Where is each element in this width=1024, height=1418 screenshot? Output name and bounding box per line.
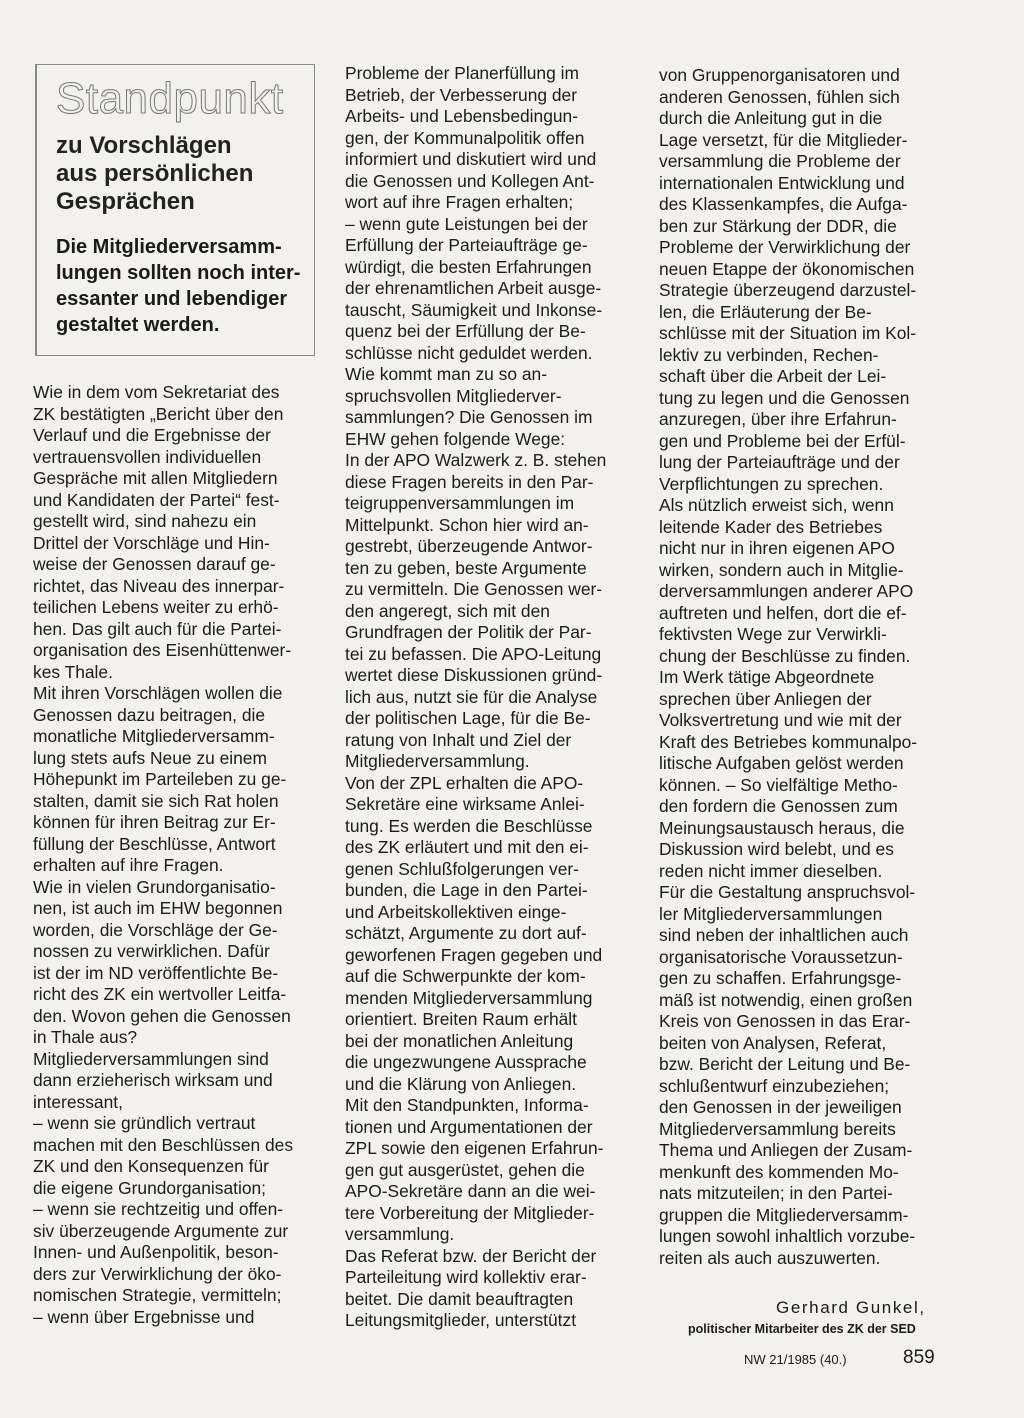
text-line: wirken, sondern auch in Mitglie- bbox=[659, 559, 904, 580]
text-line: Meinungsaustausch heraus, die bbox=[659, 817, 905, 838]
text-line: Mit den Standpunkten, Informa- bbox=[345, 1095, 589, 1115]
text-line: Mit ihren Vorschlägen wollen die bbox=[33, 683, 283, 703]
text-line: lung stets aufs Neue zu einem bbox=[33, 747, 267, 768]
text-line: Verlauf und die Ergebnisse der bbox=[33, 425, 271, 445]
text-line: nen, ist auch im EHW begonnen bbox=[33, 898, 283, 918]
text-line: den fordern die Genossen zum bbox=[659, 796, 898, 816]
text-line: können für ihren Beitrag zur Er- bbox=[33, 812, 276, 832]
text-line: richtet, das Niveau des innerpar- bbox=[33, 575, 285, 596]
text-line: schlußentwurf einzubeziehen; bbox=[659, 1075, 890, 1096]
text-line: von Gruppenorganisatoren und bbox=[659, 65, 900, 85]
lead-line: essanter und lebendiger bbox=[56, 288, 288, 310]
page-number: 859 bbox=[903, 1347, 935, 1368]
lead-line: gestaltet werden. bbox=[56, 314, 220, 336]
text-line: lungen sowohl inhaltlich vorzube- bbox=[659, 1226, 916, 1246]
text-line: APO-Sekretäre dann an die wei- bbox=[345, 1181, 596, 1201]
text-line: tere Vorbereitung der Mitglieder- bbox=[345, 1202, 595, 1223]
text-line: gen und Probleme bei der Erfül- bbox=[659, 430, 906, 451]
text-line: füllung der Beschlüsse, Antwort bbox=[33, 833, 276, 854]
text-line: zu vermitteln. Die Genossen wer- bbox=[345, 579, 603, 599]
text-line: machen mit den Beschlüssen des bbox=[33, 1134, 294, 1155]
text-line: Arbeits- und Lebensbedingun- bbox=[345, 106, 579, 126]
text-line: Verpflichtungen zu sprechen. bbox=[659, 473, 884, 494]
text-line: Probleme der Planerfüllung im bbox=[345, 63, 579, 83]
text-column-2 bbox=[345, 63, 606, 1332]
text-line: gruppen die Mitgliederversamm- bbox=[659, 1204, 909, 1225]
text-line: und die Klärung von Anliegen. bbox=[345, 1073, 577, 1094]
text-line: anderen Genossen, fühlen sich bbox=[659, 86, 900, 107]
text-line: reiten als auch auszuwerten. bbox=[659, 1247, 881, 1268]
text-line: reden nicht immer dieselben. bbox=[659, 860, 883, 881]
text-line: tung zu legen und die Genossen bbox=[659, 387, 910, 408]
text-line: Kreis von Genossen in das Erar- bbox=[659, 1011, 911, 1031]
text-line: menden Mitgliederversammlung bbox=[345, 987, 593, 1008]
text-line: nats mitzuteilen; in den Partei- bbox=[659, 1183, 893, 1203]
text-line: sind neben der inhaltlichen auch bbox=[659, 925, 909, 945]
text-line: Im Werk tätige Abgeordnete bbox=[659, 667, 875, 687]
text-line: schaft über die Arbeit der Lei- bbox=[659, 366, 887, 386]
text-line: Das Referat bzw. der Bericht der bbox=[345, 1245, 597, 1266]
text-line: – wenn sie rechtzeitig und offen- bbox=[33, 1199, 284, 1219]
text-line: der politischen Lage, für die Be- bbox=[345, 708, 591, 728]
text-line: bei der monatlichen Anleitung bbox=[345, 1030, 574, 1051]
text-line: lektiv zu verbinden, Rechen- bbox=[659, 344, 879, 365]
text-line: die Genossen und Kollegen Ant- bbox=[345, 170, 595, 191]
text-line: organisatorische Voraussetzun- bbox=[659, 946, 903, 967]
text-line: den angeregt, sich mit den bbox=[345, 600, 550, 621]
text-line: leitende Kader des Betriebes bbox=[659, 516, 883, 537]
text-line: richt des ZK ein wertvoller Leitfa- bbox=[33, 984, 287, 1004]
text-line: versammlung die Probleme der bbox=[659, 151, 901, 171]
text-line: Volksvertretung und wie mit der bbox=[659, 710, 902, 730]
text-line: chung der Beschlüsse zu finden. bbox=[659, 645, 911, 666]
text-line: EHW gehen folgende Wege: bbox=[345, 428, 566, 449]
text-line: Genossen dazu beitragen, die bbox=[33, 704, 266, 725]
text-line: lung der Parteiaufträge und der bbox=[659, 452, 900, 472]
text-line: tauscht, Säumigkeit und Inkonse- bbox=[345, 299, 603, 320]
text-line: spruchsvollen Mitgliederver- bbox=[345, 385, 562, 406]
text-line: Mittelpunkt. Schon hier wird an- bbox=[345, 514, 589, 535]
text-line: Parteileitung wird kollektiv erar- bbox=[345, 1267, 587, 1287]
text-line: Kraft des Betriebes kommunalpo- bbox=[659, 731, 918, 752]
text-line: ben zur Stärkung der DDR, die bbox=[659, 215, 897, 236]
text-line: ZPL sowie den eigenen Erfahrun- bbox=[345, 1138, 604, 1158]
author-role: politischer Mitarbeiter des ZK der SED bbox=[688, 1322, 916, 1336]
text-line: nicht nur in ihren eigenen APO bbox=[659, 538, 895, 558]
text-line: auf die Schwerpunkte der kom- bbox=[345, 966, 586, 986]
text-line: informiert und diskutiert wird und bbox=[345, 149, 597, 169]
text-line: die eigene Grundorganisation; bbox=[33, 1177, 267, 1198]
text-line: Thema und Anliegen der Zusam- bbox=[659, 1140, 913, 1160]
text-line: genen Schlußfolgerungen ver- bbox=[345, 858, 579, 879]
text-line: tionen und Argumentationen der bbox=[345, 1116, 593, 1137]
text-line: vertrauensvollen individuellen bbox=[33, 446, 262, 467]
text-line: erhalten auf ihre Fragen. bbox=[33, 855, 224, 875]
text-line: Innen- und Außenpolitik, beson- bbox=[33, 1242, 279, 1262]
text-line: Höhepunkt im Parteileben zu ge- bbox=[33, 769, 287, 789]
text-line: den Genossen in der jeweiligen bbox=[659, 1097, 902, 1117]
text-line: In der APO Walzwerk z. B. stehen bbox=[345, 450, 607, 470]
text-line: diese Fragen bereits in den Par- bbox=[345, 471, 594, 492]
text-line: organisation des Eisenhüttenwer- bbox=[33, 640, 292, 660]
text-line: beitet. Die damit beauftragten bbox=[345, 1288, 574, 1309]
text-column-3 bbox=[659, 65, 917, 1269]
text-line: Wie in vielen Grundorganisatio- bbox=[33, 876, 276, 897]
text-line: Mitgliederversammlung. bbox=[345, 751, 530, 771]
text-line: derversammlungen anderer APO bbox=[659, 581, 914, 601]
text-line: – wenn gute Leistungen bei der bbox=[345, 213, 588, 234]
text-line: stalten, damit sie sich Rat holen bbox=[33, 790, 279, 811]
text-line: Diskussion wird belebt, und es bbox=[659, 839, 894, 859]
text-line: teilichen Lebens weiter zu erhö- bbox=[33, 597, 279, 617]
text-line: internationalen Entwicklung und bbox=[659, 172, 905, 193]
text-line: ratung von Inhalt und Ziel der bbox=[345, 729, 572, 750]
text-line: Von der ZPL erhalten die APO- bbox=[345, 772, 584, 793]
text-line: des ZK erläutert und mit den ei- bbox=[345, 837, 589, 857]
text-line: fektivsten Wege zur Verwirkli- bbox=[659, 624, 887, 644]
text-line: ZK bestätigten „Bericht über den bbox=[33, 403, 284, 424]
text-line: sammlungen? Die Genossen im bbox=[345, 407, 593, 427]
text-line: gen gut ausgerüstet, gehen die bbox=[345, 1159, 585, 1180]
text-line: den. Wovon gehen die Genossen bbox=[33, 1005, 291, 1026]
text-line: Erfüllung der Parteiaufträge ge- bbox=[345, 235, 588, 255]
lead-line: Die Mitgliederversamm- bbox=[56, 236, 282, 258]
text-line: der ehrenamtlichen Arbeit ausge- bbox=[345, 278, 602, 298]
text-line: interessant, bbox=[33, 1091, 123, 1112]
text-line: hen. Das gilt auch für die Partei- bbox=[33, 618, 282, 639]
text-line: Betrieb, der Verbesserung der bbox=[345, 84, 578, 105]
text-line: weise der Genossen darauf ge- bbox=[33, 554, 276, 574]
text-line: mäß ist notwendig, einen großen bbox=[659, 989, 913, 1010]
text-line: neuen Etappe der ökonomischen bbox=[659, 258, 915, 279]
text-line: – wenn sie gründlich vertraut bbox=[33, 1113, 256, 1133]
text-line: sprechen über Anliegen der bbox=[659, 688, 872, 709]
text-line: die ungezwungene Aussprache bbox=[345, 1052, 587, 1072]
text-line: schlüsse mit der Situation im Kol- bbox=[659, 323, 917, 343]
text-line: Mitgliederversammlung bereits bbox=[659, 1118, 896, 1139]
text-line: nossen zu verwirklichen. Dafür bbox=[33, 941, 270, 961]
text-line: quenz bei der Erfüllung der Be- bbox=[345, 321, 586, 341]
text-line: würdigt, die besten Erfahrungen bbox=[345, 256, 592, 277]
text-line: siv überzeugende Argumente zur bbox=[33, 1220, 289, 1241]
text-line: gen, der Kommunalpolitik offen bbox=[345, 127, 585, 148]
text-line: Drittel der Vorschläge und Hin- bbox=[33, 532, 270, 553]
text-line: gestellt wird, sind nahezu ein bbox=[33, 511, 257, 531]
text-line: Sekretäre eine wirksame Anlei- bbox=[345, 794, 585, 814]
text-line: Strategie überzeugend darzustel- bbox=[659, 280, 917, 300]
text-line: Mitgliederversammlungen sind bbox=[33, 1048, 269, 1069]
text-line: lich aus, nutzt sie für die Analyse bbox=[345, 686, 598, 707]
title-line: Gesprächen bbox=[56, 188, 195, 215]
text-line: tei zu befassen. Die APO-Leitung bbox=[345, 643, 602, 664]
text-line: gen zu schaffen. Erfahrungsge- bbox=[659, 968, 902, 988]
text-line: Grundfragen der Politik der Par- bbox=[345, 622, 592, 642]
kicker-standpunkt: Standpunkt bbox=[56, 74, 284, 123]
text-line: Lage versetzt, für die Mitglieder- bbox=[659, 129, 908, 150]
text-line: monatliche Mitgliederversamm- bbox=[33, 726, 275, 746]
article-title bbox=[56, 132, 306, 216]
text-line: beiten von Analysen, Referat, bbox=[659, 1032, 887, 1053]
text-column-1 bbox=[33, 382, 293, 1328]
text-line: Für die Gestaltung anspruchsvol- bbox=[659, 882, 916, 902]
text-line: schlüsse nicht geduldet werden. bbox=[345, 342, 593, 363]
title-line: zu Vorschlägen bbox=[56, 132, 232, 159]
text-line: Als nützlich erweist sich, wenn bbox=[659, 495, 894, 515]
title-line: aus persönlichen bbox=[56, 160, 254, 187]
text-line: nomischen Strategie, vermitteln; bbox=[33, 1285, 282, 1305]
text-line: gestrebt, überzeugende Antwor- bbox=[345, 536, 593, 556]
text-line: orientiert. Breiten Raum erhält bbox=[345, 1009, 577, 1029]
text-line: ten zu geben, beste Argumente bbox=[345, 557, 587, 578]
text-line: menkunft des kommenden Mo- bbox=[659, 1161, 899, 1182]
text-line: tung. Es werden die Beschlüsse bbox=[345, 815, 593, 836]
lead-line: lungen sollten noch inter- bbox=[56, 262, 301, 284]
text-line: schätzt, Argumente zu dort auf- bbox=[345, 923, 587, 943]
text-line: anzuregen, über ihre Erfahrun- bbox=[659, 409, 897, 429]
text-line: worden, die Vorschläge der Ge- bbox=[33, 919, 278, 940]
text-line: in Thale aus? bbox=[33, 1027, 138, 1047]
text-line: – wenn über Ergebnisse und bbox=[33, 1306, 255, 1327]
issue-reference: NW 21/1985 (40.) bbox=[744, 1352, 847, 1367]
text-line: teigruppenversammlungen im bbox=[345, 493, 575, 513]
text-line: und Kandidaten der Partei“ fest- bbox=[33, 489, 280, 510]
text-line: geworfenen Fragen gegeben und bbox=[345, 944, 603, 965]
text-line: Gespräche mit allen Mitgliedern bbox=[33, 468, 278, 488]
text-line: Leitungsmitglieder, unterstützt bbox=[345, 1310, 577, 1330]
text-line: ler Mitgliederversammlungen bbox=[659, 903, 883, 924]
text-line: auftreten und helfen, dort die ef- bbox=[659, 602, 907, 623]
author-name: Gerhard Gunkel, bbox=[776, 1298, 926, 1317]
text-line: können. – So vielfältige Metho- bbox=[659, 774, 898, 795]
text-line: wort auf ihre Fragen erhalten; bbox=[345, 192, 574, 212]
text-line: bunden, die Lage in den Partei- bbox=[345, 880, 588, 900]
text-line: len, die Erläuterung der Be- bbox=[659, 301, 872, 322]
text-line: ist der im ND veröffentlichte Be- bbox=[33, 962, 279, 983]
text-line: wertet diese Diskussionen gründ- bbox=[345, 665, 603, 685]
text-line: des Klassenkampfes, die Aufga- bbox=[659, 194, 908, 214]
text-line: durch die Anleitung gut in die bbox=[659, 108, 883, 128]
text-line: dann erzieherisch wirksam und bbox=[33, 1070, 273, 1090]
text-line: litische Aufgaben gelöst werden bbox=[659, 753, 904, 773]
text-line: Wie kommt man zu so an- bbox=[345, 364, 547, 384]
text-line: und Arbeitskollektiven einge- bbox=[345, 901, 567, 922]
text-line: Wie in dem vom Sekretariat des bbox=[33, 382, 280, 402]
text-line: versammlung. bbox=[345, 1224, 455, 1244]
text-line: ders zur Verwirklichung der öko- bbox=[33, 1263, 282, 1284]
text-line: Probleme der Verwirklichung der bbox=[659, 237, 911, 257]
text-line: bzw. Bericht der Leitung und Be- bbox=[659, 1054, 911, 1074]
text-line: ZK und den Konsequenzen für bbox=[33, 1156, 269, 1176]
lead-paragraph bbox=[56, 234, 304, 338]
text-line: kes Thale. bbox=[33, 661, 113, 682]
